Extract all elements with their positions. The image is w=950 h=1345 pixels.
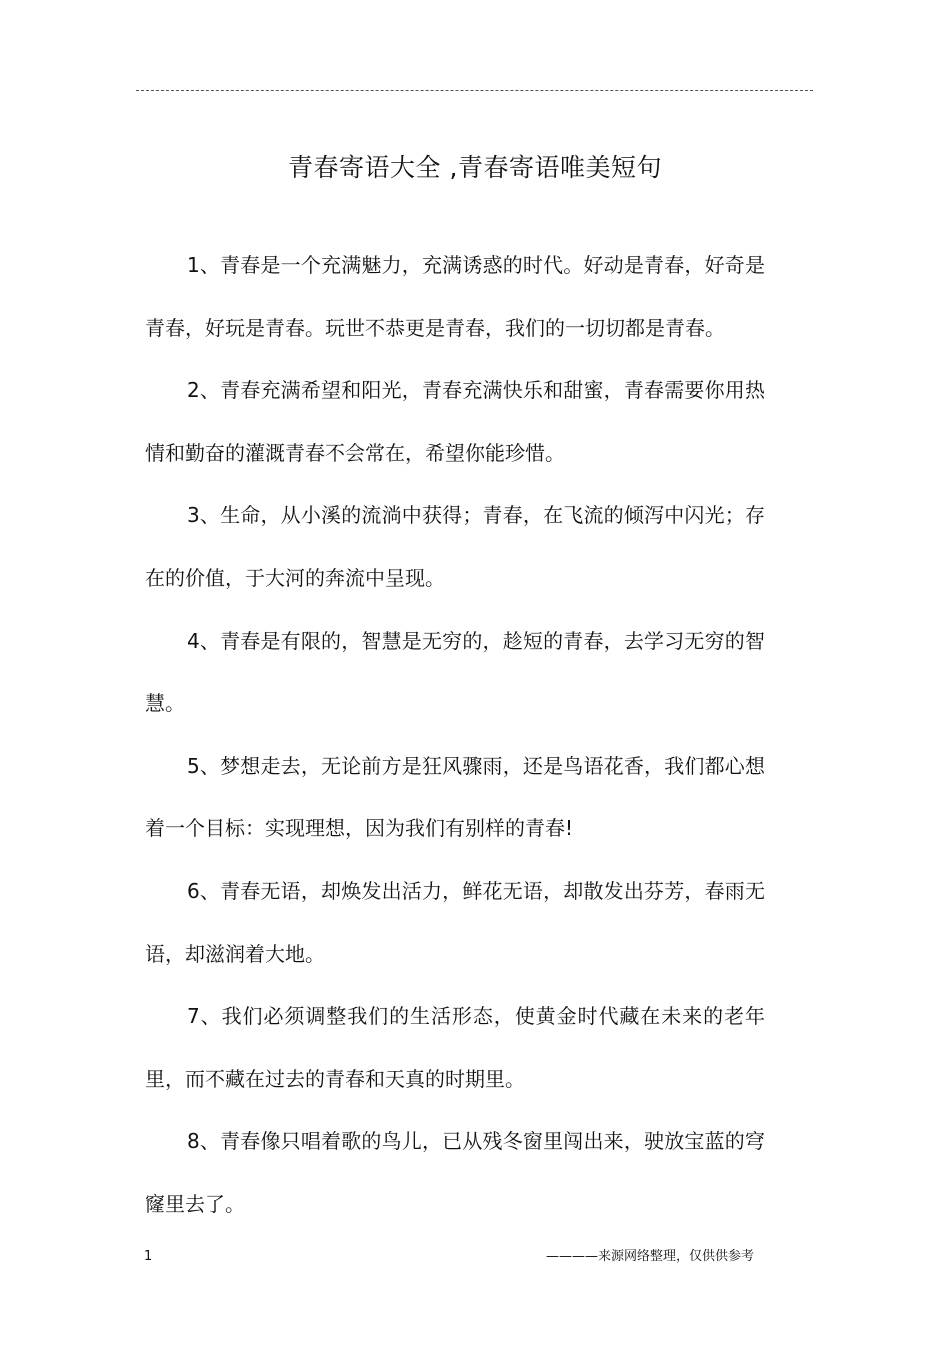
- list-item: 2、青春充满希望和阳光，青春充满快乐和甜蜜，青春需要你用热情和勤奋的灌溉青春不会常在，希望你能珍惜。: [145, 378, 765, 465]
- list-item: 6、青春无语，却焕发出活力，鲜花无语，却散发出芬芳，春雨无语，却滋润着大地。: [145, 878, 765, 966]
- header-divider: [136, 90, 813, 91]
- document-body: [145, 234, 765, 1236]
- list-item: 7、我们必须调整我们的生活形态，使黄金时代藏在未来的老年里，而不藏在过去的青春和天真的时期里。: [145, 1004, 765, 1091]
- document-title: 青春寄语大全 ,青春寄语唯美短句: [288, 153, 662, 182]
- footer-source-note: ————来源网络整理，仅供供参考: [546, 1249, 755, 1264]
- list-item: 5、梦想走去，无论前方是狂风骤雨，还是鸟语花香，我们都心想着一个目标：实现理想，因为我们有别样的青春!: [145, 753, 765, 841]
- list-item: 3、生命，从小溪的流淌中获得；青春，在飞流的倾泻中闪光；存在的价值，于大河的奔流中呈现。: [145, 503, 765, 590]
- list-item: 4、青春是有限的，智慧是无穷的，趁短的青春，去学习无穷的智慧。: [145, 628, 765, 716]
- list-item: 1、青春是一个充满魅力，充满诱惑的时代。好动是青春，好奇是青春，好玩是青春。玩世不恭更是青春，我们的一切切都是青春。: [145, 253, 765, 340]
- list-item: 8、青春像只唱着歌的鸟儿，已从残冬窗里闯出来，驶放宝蓝的穹窿里去了。: [145, 1129, 765, 1216]
- page-number: 1: [144, 1249, 153, 1264]
